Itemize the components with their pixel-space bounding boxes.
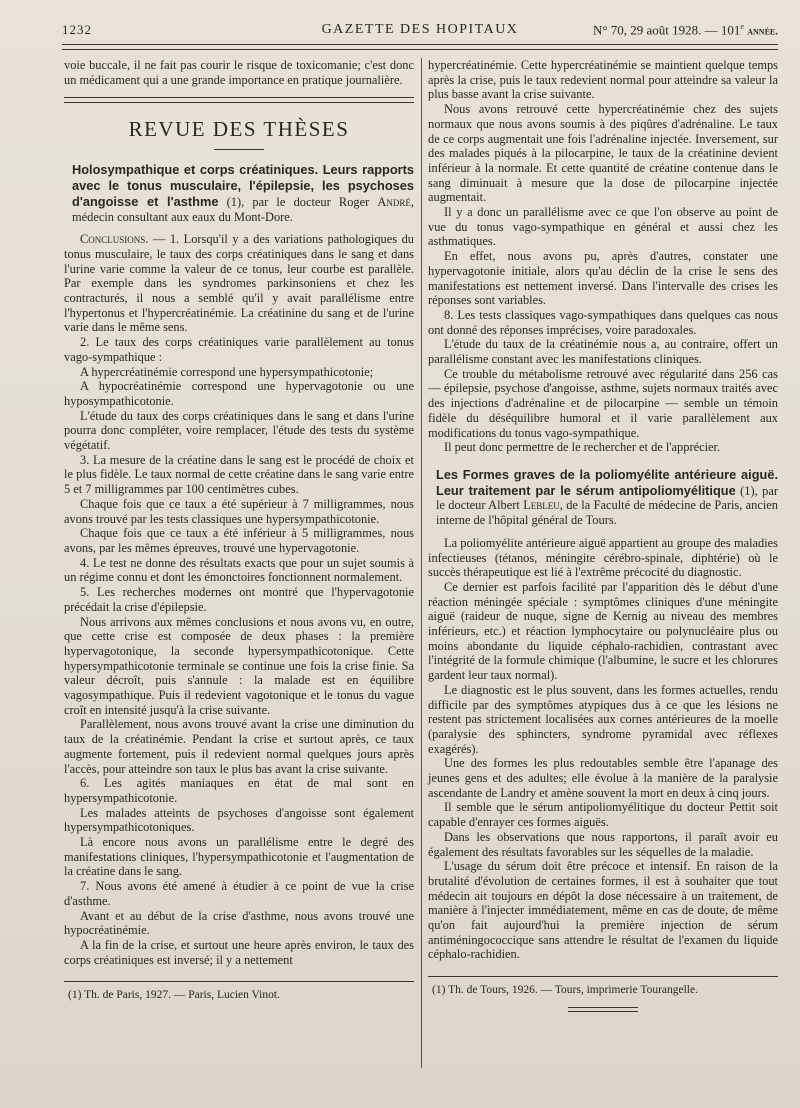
paragraph: Ce trouble du métabolisme retrouvé avec régularité dans 256 cas — épilepsie, psychose d'angoisse, asthme, sujets normaux traités avec des injections d'adrénaline et de pilocarpine — semble un témoin fidèle du déséquilibre humoral et il varie parallèlement aux modifications du tonus vago-sympathique. — [428, 366, 778, 440]
paragraph: L'étude du taux des corps créatiniques dans le sang et dans l'urine pourra donc compléter, voire remplacer, l'étude des tests du système végétatif. — [64, 408, 414, 453]
paragraph: 7. Nous avons été amené à étudier à ce point de vue la crise d'asthme. — [64, 879, 414, 908]
paragraph: hypercréatinémie. Cette hypercréatinémie se maintient quelque temps après la crise, puis le taux redevient normal pour atteindre sa valeur la plus basse avant la crise suivante. — [428, 58, 778, 102]
thesis-author-1: André — [377, 194, 411, 209]
paragraph: Une des formes les plus redoutables semble être l'apanage des jeunes gens et des adultes; elle évolue à la manière de la paralysie ascendante de Landry et amène souvent la mort en deux à cinq jours. — [428, 756, 778, 800]
header-rule — [62, 44, 778, 50]
paragraph: Ce dernier est parfois facilité par l'apparition dès le début d'une réaction méningée spéciale : symptômes cliniques d'une méningite aiguë (raideur de nuque, signe de Kernig au niveau des membres inférieurs, etc.) et réaction lymphocytaire ou polynucléaire plus ou moins abondante du liquide céphalo-rachidien, contrastant avec l'intégrité de la formule chimique (l'albumine, le sucre et les chlorures gardent leur taux normal). — [428, 579, 778, 683]
footnote-rule — [428, 976, 778, 977]
paragraph: La poliomyélite antérieure aiguë appartient au groupe des maladies infectieuses (tétanos, méningite cérébro-spinale, diphtérie) où le succès thérapeutique est lié à l'extrême précocité du diagnostic. — [428, 535, 778, 580]
thesis-entry-2: Les Formes graves de la poliomyélite antérieure aiguë. Leur traitement par le sérum antipoliomyélitique (1), par le docteur Albert Lebleu, de la Faculté de médecine de Paris, ancien interne de l'hôpital général de Tours. — [436, 466, 779, 528]
thesis-title-1: Holosympathique et corps créatiniques. Leurs rapports avec le tonus musculaire, l'épilepsie, les psychoses d'angoisse et l'asthme — [72, 162, 414, 209]
thesis-entry-1: Holosympathique et corps créatiniques. Leurs rapports avec le tonus musculaire, l'épilepsie, les psychoses d'angoisse et l'asthme (1), par le docteur Roger André, médecin consultant aux eaux du Mont-Dore. — [72, 162, 414, 224]
paragraph: Il peut donc permettre de le rechercher et de l'apprécier. — [444, 440, 721, 455]
paragraph: Dans les observations que nous rapportons, il paraît avoir eu également des résultats favorables sur les séquelles de la maladie. — [428, 829, 778, 859]
continuation-text: voie buccale, il ne fait pas courir le risque de toxicomanie; c'est donc un médicament qui a une grande importance en pratique journalière. — [64, 58, 414, 87]
paragraph: Chaque fois que ce taux a été inférieur à 5 milligrammes, nous avons, par les mêmes épreuves, trouvé une hypervagotonie. — [64, 526, 414, 555]
paragraph: Conclusions. — 1. Lorsqu'il y a des variations pathologiques du tonus musculaire, le taux des corps créatiniques dans le sang et dans l'urine varie comme la valeur de ce tonus, leur courbe est parallèle. Par exemple dans les syndromes parkinsoniens et chez les contracturés, il nous a semblé qu'il y avait parallélisme entre l'hypertonus et l'hypercréatinémie. La créatinine du sang et de l'urine varie dans le même sens. — [64, 232, 414, 335]
paragraph: Il semble que le sérum antipoliomyélitique du docteur Pettit soit capable d'enrayer ces formes aiguës. — [428, 800, 778, 830]
journal-title: GAZETTE DES HOPITAUX — [321, 22, 519, 37]
right-column — [428, 58, 778, 1016]
thesis-body-1 — [64, 232, 414, 967]
paragraph: En effet, nous avons pu, après d'autres, constater une hypervagotonie initiale, alors qu'au déclin de la crise le sens des manifestations est nettement inversé. Dans l'intervalle des crises les réponses sont variables. — [428, 249, 778, 308]
left-column — [64, 58, 414, 1002]
paragraph: 4. Le test ne donne des résultats exacts que pour un sujet soumis à un régime connu et dont les émonctoires fonctionnent normalement. — [64, 555, 414, 585]
paragraph: Il y a donc un parallélisme avec ce que l'on observe au point de vue du tonus vago-sympathique en général et aussi chez les asthmatiques. — [428, 205, 778, 249]
paragraph: 8. Les tests classiques vago-sympathiques dans quelques cas nous ont donné des réponses imprécises, voire paradoxales. — [428, 307, 778, 337]
thesis-title-2: Les Formes graves de la poliomyélite antérieure aiguë. Leur traitement par le sérum antipoliomyélitique — [436, 466, 778, 498]
paragraph: L'usage du sérum doit être précoce et intensif. En raison de la brutalité d'évolution de certaines formes, il est à souhaiter que tout médecin ait toujours en dépôt la dose nécessaire à un traitement, de manière à l'injecter immédiatement, même en cas de doute, de même qu'on fait aujourd'hui la première injection de sérum antiméningococcique sans attendre le résultat de l'examen du liquide céphalo-rachidien. — [428, 859, 778, 962]
paragraph: A hypercréatinémie correspond une hypersympathicotonie; — [80, 364, 374, 379]
paragraph: Le diagnostic est le plus souvent, dans les formes actuelles, rendu difficile par des symptômes atypiques dus à ce que les lésions ne restent pas strictement localisées aux cornes antérieures de la moelle (paralysie des sphincters, syndrome pyramidal avec réflexes exagérés). — [428, 682, 778, 756]
paragraph: A hypocréatinémie correspond une hypervagotonie ou une hyposympathicotonie. — [64, 379, 414, 408]
thesis-body-1-continued — [428, 58, 778, 455]
footnote-rule — [64, 981, 414, 982]
paragraph: L'étude du taux de la créatinémie nous a, au contraire, offert un parallélisme constant avec les manifestations cliniques. — [428, 337, 778, 367]
paragraph: Chaque fois que ce taux a été supérieur à 7 milligrammes, nous avons trouvé par les tests classiques une hypersympathicotonie. — [64, 496, 414, 526]
paragraph: 6. Les agités maniaques en état de mal sont en hypersympathicotonie. — [64, 776, 414, 805]
thesis-body-2 — [428, 536, 778, 962]
issue-info: N° 70, 29 août 1928. — 101e année. — [592, 22, 778, 38]
paragraph: 3. La mesure de la créatine dans le sang est le procédé de choix et le plus fidèle. Le taux normal de cette créatine dans le sang varie entre 5 et 7 milligrammes par 100 centimètres cubes. — [64, 452, 414, 497]
paragraph: Les malades atteints de psychoses d'angoisse sont également hypersympathicotoniques. — [64, 805, 414, 835]
paragraph: 5. Les recherches modernes ont montré que l'hypervagotonie précédait la crise d'épilepsie. — [64, 585, 414, 614]
paragraph: Nous arrivons aux mêmes conclusions et nous avons vu, en outre, que cette crise est composée de deux phases : la première hypervagotonique, la seconde hypersympathicotonique. Cette hypersympathicotonie terminale se continue une fois la crise finie. Sa valeur décroît, puis s'annule : la malade est en équilibre vagosympathique. Puis il redevient vagotonique et le tonus du vague croît en intensité jusqu'à la crise suivante. — [64, 614, 414, 717]
column-divider — [421, 58, 422, 1068]
section-rule — [64, 97, 414, 103]
end-ornament — [428, 1001, 778, 1016]
page-header — [62, 22, 778, 42]
page-number: 1232 — [62, 22, 92, 37]
note-ref: (1) — [740, 483, 755, 498]
paragraph: Avant et au début de la crise d'asthme, nous avons trouvé une hypocréatinémie. — [64, 908, 414, 938]
section-heading: REVUE DES THÈSES — [128, 117, 350, 142]
footnote-right: (1) Th. de Tours, 1926. — Tours, imprimerie Tourangelle. — [432, 984, 698, 997]
paragraph: 2. Le taux des corps créatiniques varie parallèlement au tonus vago-sympathique : — [64, 335, 414, 364]
footnote-left: (1) Th. de Paris, 1927. — Paris, Lucien Vinot. — [68, 989, 280, 1002]
conclusions-label: Conclusions. — [80, 232, 149, 247]
paragraph: Là encore nous avons un parallélisme entre le degré des manifestations cliniques, l'hypersympathicotonie et l'augmentation de la créatine dans le sang. — [64, 835, 414, 879]
heading-underline — [214, 149, 264, 150]
paragraph: Nous avons retrouvé cette hypercréatinémie chez des sujets normaux que nous avons soumis à des piqûres d'adrénaline. Le taux de ce corps augmentait une fois l'adrénaline injectée. Inversement, sur des malades piqués à la pilocarpine, le taux de la créatinine devient inférieur à la normale. Et cette quantité de créatine contenue dans le sang diminuait à mesure que la dose de pilocarpine injectée augmentait. — [428, 102, 778, 205]
note-ref: (1) — [226, 194, 242, 209]
thesis-author-2: Lebleu — [523, 498, 560, 513]
paragraph: A la fin de la crise, et surtout une heure après environ, le taux des corps créatiniques est inversé; il y a nettement — [64, 937, 414, 967]
paragraph: Parallèlement, nous avons trouvé avant la crise une diminution du taux de la créatinémie. Pendant la crise et surtout après, ce taux augmente fortement, puis il redevient normal quelques jours après l'accès, pour atteindre son taux le plus bas avant la crise suivante. — [64, 717, 414, 776]
